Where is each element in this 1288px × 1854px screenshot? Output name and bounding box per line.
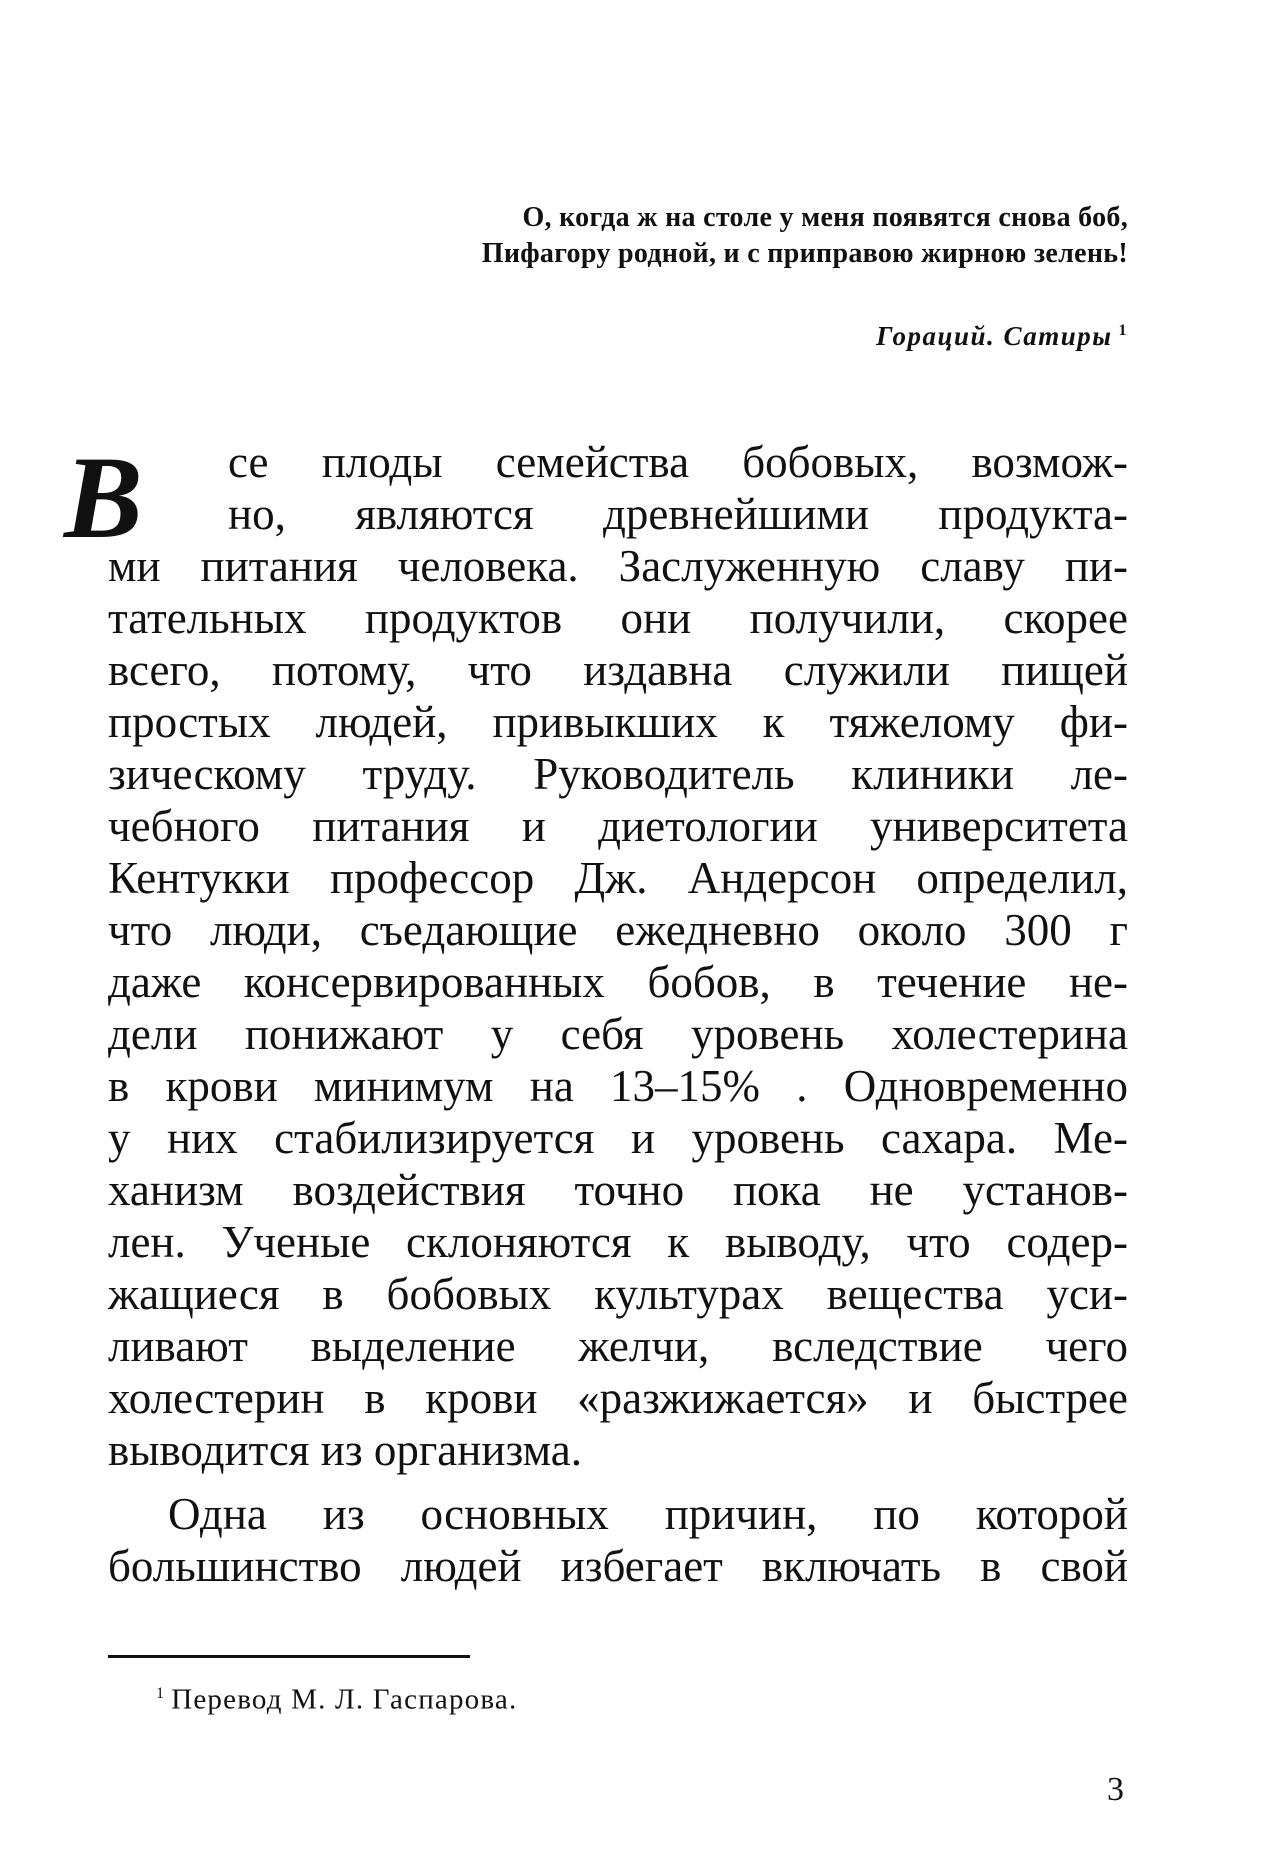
text-line: Кентукки профессор Дж. Андерсон определил, [108, 853, 1128, 903]
footnote-text: Перевод М. Л. Гаспарова. [171, 1683, 518, 1716]
text-line: Одна из основных причин, по которой [168, 1489, 1128, 1539]
text-line: ханизм воздействия точно пока не установ- [108, 1165, 1128, 1215]
text-line: у них стабилизируется и уровень сахара. Ме- [108, 1113, 1128, 1163]
text-line: жащиеся в бобовых культурах вещества уси- [108, 1269, 1128, 1319]
drop-cap-letter: В [64, 432, 143, 563]
footnote [156, 1676, 517, 1718]
text-line: тательных продуктов они получили, скорее [108, 593, 1128, 643]
footnote-divider [108, 1655, 470, 1658]
main-text [108, 436, 1128, 1592]
text-line: выводится из организма. [108, 1425, 582, 1475]
epigraph-source-text: Гораций. Сатиры [876, 321, 1113, 351]
text-line: всего, потому, что издавна служили пищей [108, 645, 1128, 695]
text-line: простых людей, привыкших к тяжелому фи- [108, 697, 1128, 747]
text-line: ливают выделение желчи, вследствие чего [108, 1321, 1128, 1371]
epigraph-line-1: О, когда ж на столе у меня появятся снова боб, [522, 202, 1128, 233]
footnote-mark: 1 [156, 1685, 166, 1702]
text-line: чебного питания и диетологии университета [108, 801, 1128, 851]
text-line: но, являются древнейшими продукта- [228, 489, 1128, 539]
text-line: большинство людей избегает включать в свой [108, 1541, 1128, 1591]
text-line: дели понижают у себя уровень холестерина [108, 1009, 1128, 1059]
text-line: даже консервированных бобов, в течение не- [108, 957, 1128, 1007]
page-number: 3 [1107, 1771, 1124, 1808]
epigraph [228, 200, 1128, 272]
text-line: зическому труду. Руководитель клиники ле- [108, 749, 1128, 799]
paragraph-1 [108, 540, 1128, 1476]
epigraph-line-2: Пифагору родной, и с приправою жирною зелень! [481, 238, 1128, 269]
drop-cap-lines [228, 436, 1128, 540]
text-line: что люди, съедающие ежедневно около 300 г [108, 905, 1128, 955]
text-line: холестерин в крови «разжижается» и быстрее [108, 1373, 1128, 1423]
paragraph-2 [108, 1488, 1128, 1592]
text-line: се плоды семейства бобовых, возмож- [228, 437, 1128, 487]
text-line: ми питания человека. Заслуженную славу пи- [108, 541, 1128, 591]
text-line: в крови минимум на 13–15% . Одновременно [108, 1061, 1128, 1111]
text-line: лен. Ученые склоняются к выводу, что содер- [108, 1217, 1128, 1267]
footnote-reference: 1 [1118, 322, 1128, 339]
epigraph-source [876, 314, 1128, 353]
